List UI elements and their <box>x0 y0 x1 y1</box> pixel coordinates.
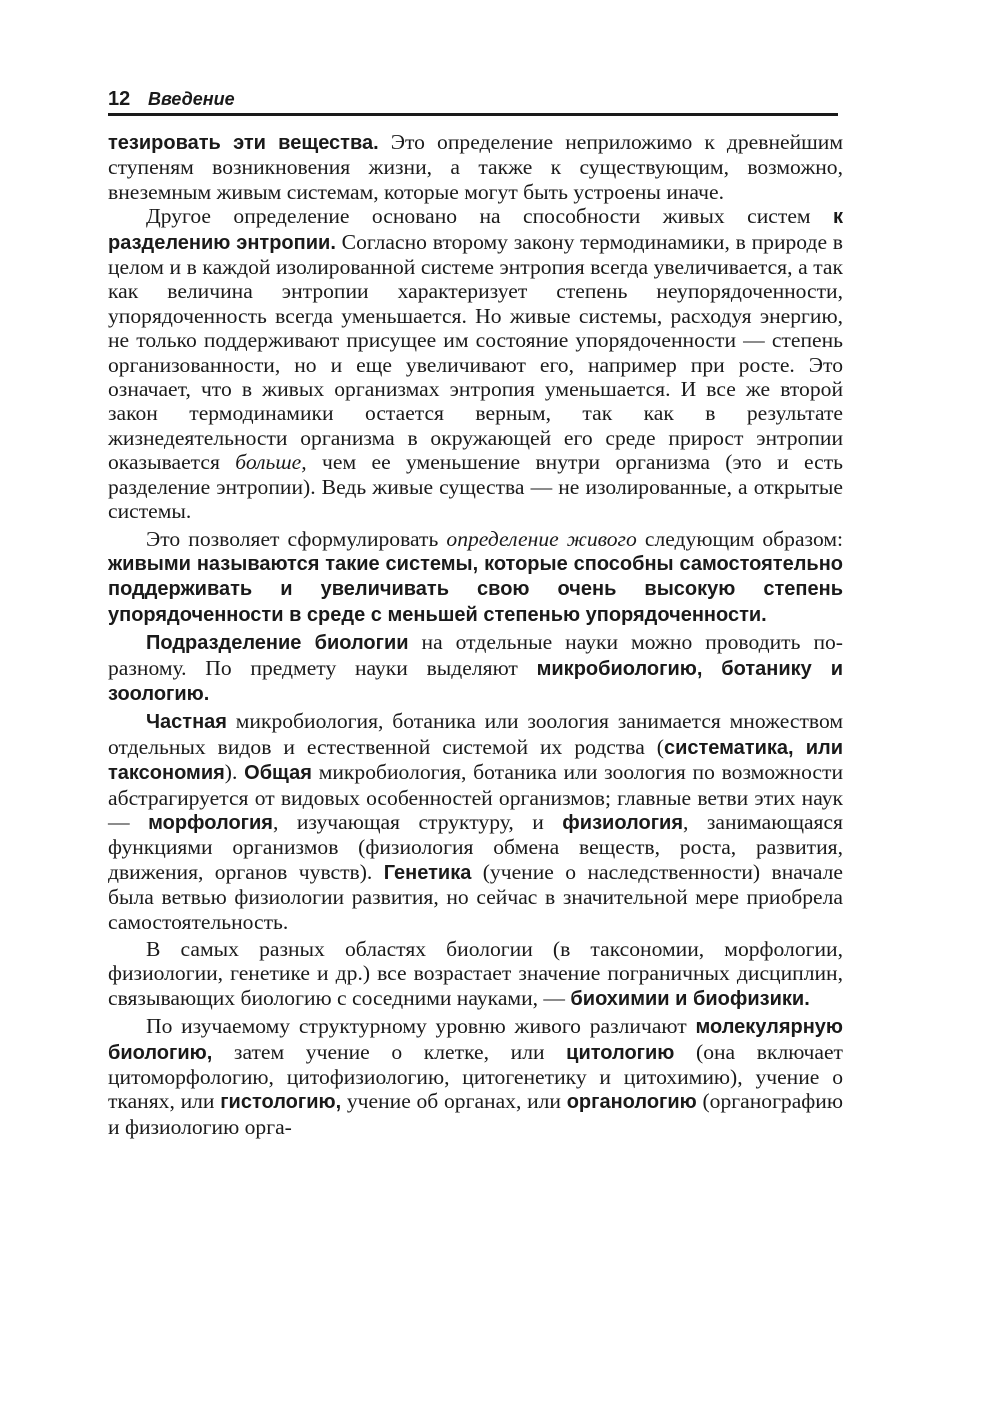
bold-term: гистологию, <box>220 1091 342 1114</box>
text-run: следующим образом: <box>636 526 844 551</box>
text-run: Это определение неприложимо к древнейшим ступеням возникновения жизни, а также к существующим, возможно, внеземным живым системам, которые могут быть устроены иначе. <box>108 130 843 204</box>
bold-term: молекулярную биологию, <box>108 1016 843 1064</box>
bold-term: органологию <box>566 1091 697 1114</box>
bold-term: физиология <box>562 811 683 834</box>
bold-term: Подразделение биологии <box>146 632 409 655</box>
bold-term: морфология <box>148 811 273 834</box>
text-run: ). <box>224 760 245 785</box>
text-run: Другое определение основано на способности живых систем <box>146 204 833 229</box>
page-number: 12 <box>108 88 131 110</box>
bold-term: тезировать эти вещества. <box>108 132 379 154</box>
text-run: чем ее уменьшение внутри организма (это и есть разделение энтропии). Ведь живые существа — не изолированные, а открытые системы. <box>108 450 844 524</box>
paragraph <box>108 709 843 934</box>
text-run: затем учение о клетке, или <box>212 1039 567 1064</box>
bold-term: живыми называются такие системы, которые способны самостоятельно поддерживать и увеличивать свою очень высокую степень упорядоченности в среде с меньшей степенью упорядоченности. <box>108 552 843 626</box>
italic-term: больше, <box>235 450 307 475</box>
text-run: (она включает цитоморфологию, цитофизиологию, цитогенетику и цитохимию), учение о тканях, или <box>108 1039 843 1114</box>
paragraph <box>108 204 843 523</box>
running-head: Введение <box>148 89 235 109</box>
text-run: В самых разных областях биологии (в таксономии, морфологии, физиологии, генетике и др.) все возрастает значение пограничных дисциплин, связывающих биологию с соседними науками, — <box>108 937 843 1010</box>
text-run: Это позволяет сформулировать <box>146 526 447 551</box>
text-run: , занимающаяся функциями организмов (физиология обмена веществ, роста, развития, движения, органов чувств). <box>108 809 843 884</box>
paragraph <box>108 130 843 204</box>
bold-term: биохимии и биофизики. <box>570 987 810 1010</box>
bold-term: к разделению энтропии. <box>108 206 843 254</box>
text-run: Согласно второму закону термодинамики, в природе в целом и в каждой изолированной системе энтропия всегда увеличивается, а так как величина энтропии характеризует степень неупорядоченности, упорядоченность всегда уменьшается. Но живые системы, расходуя энергию, не только поддерживают присущее им состояние упорядоченности — степень организованности, но и еще увеличивают его, например при росте. Это означает, что в живых организмах энтропия уменьшается. И все же второй закон термодинамики остается верным, так как в результате жизнедеятельности организма в окружающей его среде прирост энтропии оказывается <box>108 229 844 475</box>
bold-term: Частная <box>146 711 227 734</box>
text-run: , изучающая структуру, и <box>272 809 563 834</box>
text-run: (учение о наследственности) вначале была ветвью физиологии развития, но сейчас в значительной мере приобрела самостоятельность. <box>108 859 843 934</box>
body-text <box>108 130 843 1139</box>
text-run: на отдельные науки можно проводить по-разному. По предмету науки выделяют <box>108 630 843 680</box>
text-run: По изучаемому структурному уровню живого различают <box>146 1014 696 1039</box>
text-run: микробиология, ботаника или зоология занимается множеством отдельных видов и естественной системой их родства ( <box>108 709 843 759</box>
text-run: (органографию и физиологию орга- <box>108 1089 843 1139</box>
italic-term: определение живого <box>446 526 637 551</box>
text-run: учение об органах, или <box>341 1089 567 1114</box>
paragraph <box>108 1014 843 1139</box>
bold-term: Генетика <box>383 861 472 884</box>
page-header <box>108 88 838 114</box>
bold-term: цитологию <box>566 1041 675 1064</box>
paragraph <box>108 630 843 706</box>
bold-term: микробиологию, ботанику и зоологию. <box>108 657 843 705</box>
paragraph <box>108 527 843 628</box>
text-run: микробиология, ботаника или зоология по возможности абстрагируется от видовых особенностей организмов; главные ветви этих наук — <box>108 760 843 834</box>
bold-term: систематика, или таксономия <box>108 736 843 785</box>
header-rule <box>108 113 838 116</box>
bold-term: Общая <box>244 762 312 785</box>
paragraph <box>108 937 843 1011</box>
